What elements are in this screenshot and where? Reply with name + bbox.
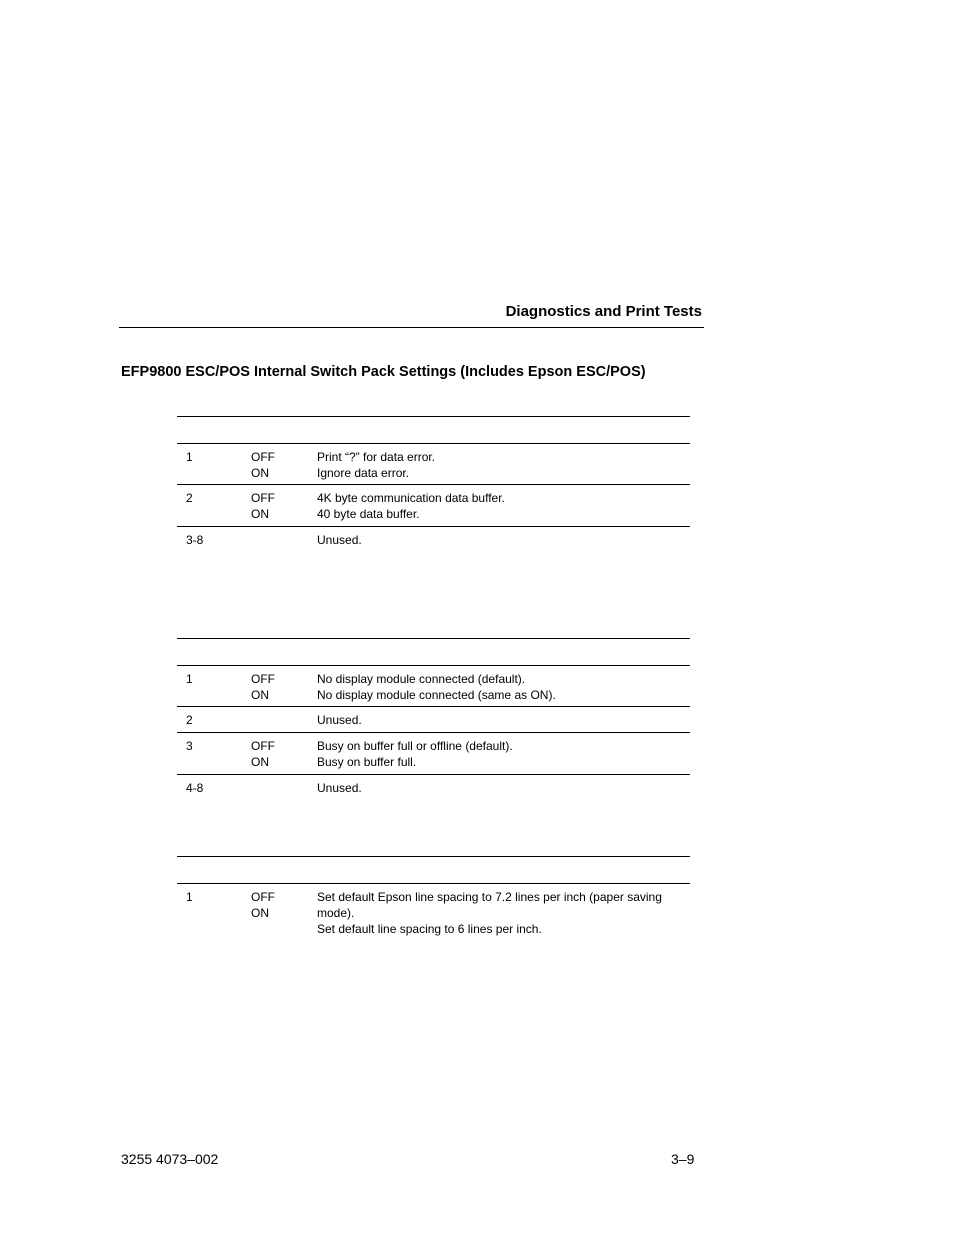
switch-number: 1 <box>186 450 193 464</box>
switch-settings: OFF ON <box>251 890 275 920</box>
switch-settings: OFF ON <box>251 672 275 702</box>
switch-table-1 <box>177 416 690 553</box>
running-header-title: Diagnostics and Print Tests <box>505 303 702 320</box>
switch-number: 2 <box>186 713 193 727</box>
table-header <box>177 856 690 884</box>
switch-number: 1 <box>186 890 193 904</box>
switch-function: Unused. <box>317 781 362 795</box>
table-row <box>177 485 690 527</box>
switch-number: 4-8 <box>186 781 204 795</box>
switch-function: Unused. <box>317 533 362 547</box>
table-row <box>177 666 690 707</box>
switch-function: No display module connected (default). No display module connected (same as ON). <box>317 672 556 702</box>
switch-function: Set default Epson line spacing to 7.2 lines per inch (paper saving mode). Set default line spacing to 6 lines per inch. <box>317 890 662 936</box>
table-row <box>177 527 690 553</box>
section-title: EFP9800 ESC/POS Internal Switch Pack Settings (Includes Epson ESC/POS) <box>121 364 646 380</box>
switch-settings: OFF ON <box>251 450 275 480</box>
switch-table-3 <box>177 856 690 944</box>
switch-settings: OFF ON <box>251 739 275 769</box>
switch-settings: OFF ON <box>251 491 275 521</box>
table-row <box>177 775 690 801</box>
table-row <box>177 444 690 485</box>
table-header <box>177 638 690 666</box>
switch-number: 3 <box>186 739 193 753</box>
table-row <box>177 733 690 775</box>
switch-function: Print “?” for data error. Ignore data error. <box>317 450 436 480</box>
switch-number: 2 <box>186 491 193 505</box>
table-row <box>177 707 690 733</box>
page-number: 3–9 <box>671 1151 695 1167</box>
switch-number: 3-8 <box>186 533 204 547</box>
table-row <box>177 884 690 944</box>
document-number: 3255 4073–002 <box>121 1151 219 1167</box>
switch-function: 4K byte communication data buffer. 40 byte data buffer. <box>317 491 505 521</box>
switch-number: 1 <box>186 672 193 686</box>
header-rule <box>119 327 704 328</box>
table-header <box>177 416 690 444</box>
switch-function: Unused. <box>317 713 362 727</box>
switch-table-2 <box>177 638 690 801</box>
switch-function: Busy on buffer full or offline (default). Busy on buffer full. <box>317 739 513 769</box>
